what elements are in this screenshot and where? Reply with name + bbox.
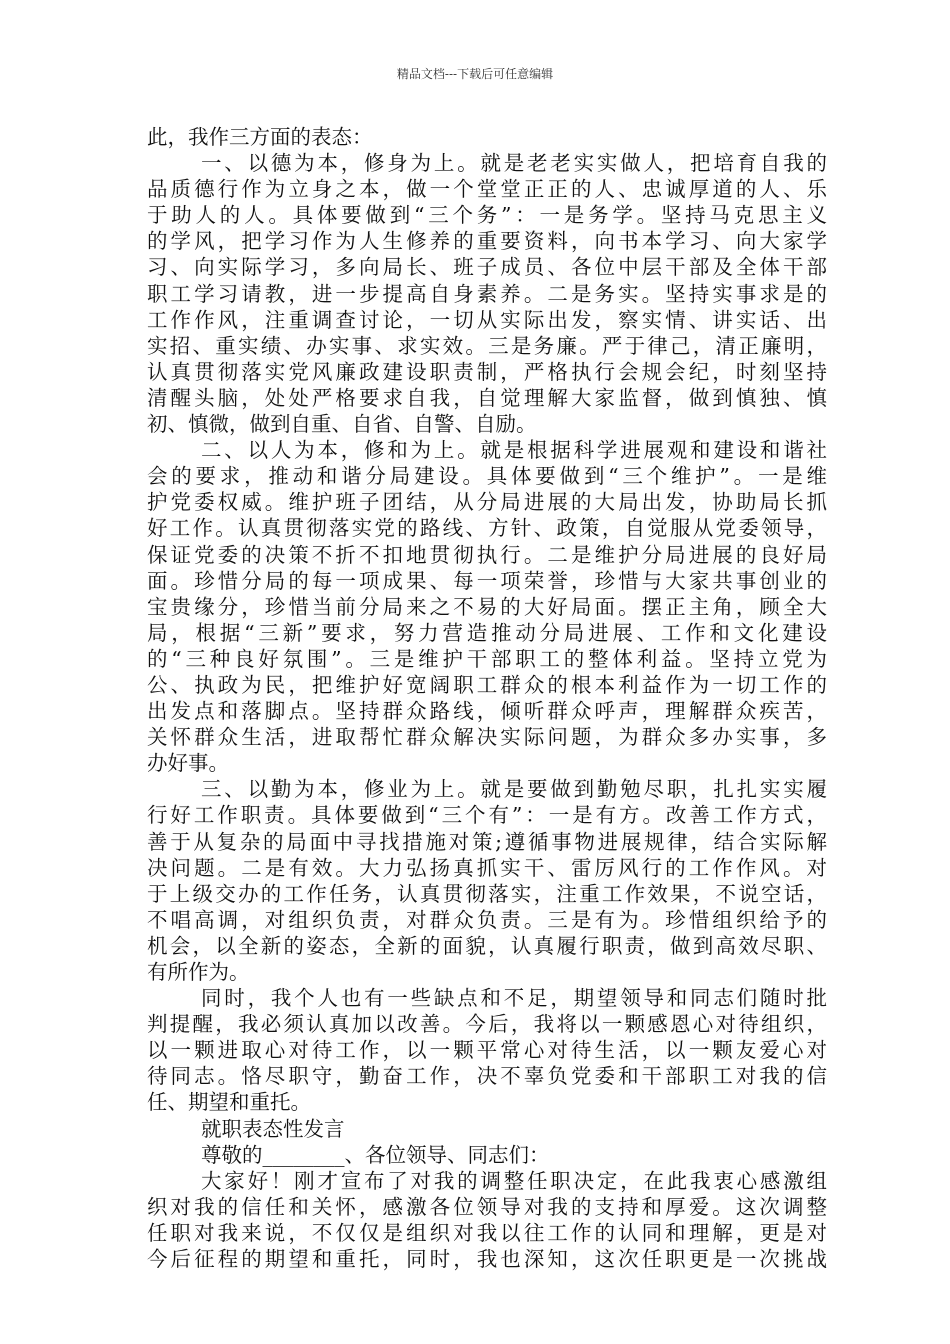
text-line: 有所作为。	[147, 960, 250, 984]
text-line: 一、以德为本，修身为上。就是老老实实做人，把培育自我的	[201, 151, 827, 176]
text-line: 习、向实际学习，多向局长、班子成员、各位中层干部及全体干部	[147, 255, 827, 280]
text-line: 好工作。认真贯彻落实党的路线、方针、政策，自觉服从党委领导，	[147, 516, 827, 541]
text-line: 护党委权威。维护班子团结，从分局进展的大局出发，协助局长抓	[147, 490, 827, 515]
text-line: 大家好！刚才宣布了对我的调整任职决定，在此我衷心感激组	[201, 1168, 827, 1193]
text-line: 织对我的信任和关怀，感激各位领导对我的支持和厚爱。这次调整	[147, 1194, 827, 1219]
text-line: 待同志。恪尽职守，勤奋工作，决不辜负党委和干部职工对我的信	[147, 1064, 827, 1089]
text-line: 办好事。	[147, 751, 229, 776]
text-line: 的“三种良好氛围”。三是维护干部职工的整体利益。坚持立党为	[147, 646, 827, 671]
text-line: 以一颗进取心对待工作，以一颗平常心对待生活，以一颗友爱心对	[147, 1038, 827, 1063]
text-line: 二、以人为本，修和为上。就是根据科学进展观和建设和谐社	[201, 438, 827, 463]
text-line: 品质德行作为立身之本，做一个堂堂正正的人、忠诚厚道的人、乐	[147, 177, 827, 202]
text-line: 于上级交办的工作任务，认真贯彻落实，注重工作效果，不说空话，	[147, 881, 827, 906]
text-line: 机会，以全新的姿态，全新的面貌，认真履行职责，做到高效尽职、	[147, 933, 827, 958]
text-line: 会的要求，推动和谐分局建设。具体要做到“三个维护”。一是维	[147, 464, 827, 489]
text-line: 职工学习请教，进一步提高自身素养。二是务实。坚持实事求是的	[147, 281, 827, 306]
text-line: 保证党委的决策不折不扣地贯彻执行。二是维护分局进展的良好局	[147, 542, 827, 567]
text-line: 于助人的人。具体要做到“三个务”：一是务学。坚持马克思主义	[147, 203, 827, 228]
text-line: 今后征程的期望和重托，同时，我也深知，这次任职更是一次挑战	[147, 1247, 827, 1272]
text-line: 善于从复杂的局面中寻找措施对策;遵循事物进展规律，结合实际解	[147, 829, 827, 854]
text-line: 面。珍惜分局的每一项成果、每一项荣誉，珍惜与大家共事创业的	[147, 568, 827, 593]
page-header: 精品文档---下载后可任意编辑	[396, 67, 554, 81]
text-line: 不唱高调，对组织负责，对群众负责。三是有为。珍惜组织给予的	[147, 907, 827, 932]
text-line: 局，根据“三新”要求，努力营造推动分局进展、工作和文化建设	[147, 620, 827, 645]
text-line: 关怀群众生活，进取帮忙群众解决实际问题，为群众多办实事，多	[147, 725, 827, 750]
text-line: 公、执政为民，把维护好宽阔职工群众的根本利益作为一切工作的	[147, 672, 827, 697]
text-line: 的学风，把学习作为人生修养的重要资料，向书本学习、向大家学	[147, 229, 827, 254]
text-line: 工作作风，注重调查讨论，一切从实际出发，察实情、讲实话、出	[147, 307, 827, 332]
text-line: 初、慎微，做到自重、自省、自警、自励。	[147, 412, 537, 437]
document-body	[147, 124, 827, 1272]
text-line: 清醒头脑，处处严格要求自我，自觉理解大家监督，做到慎独、慎	[147, 385, 827, 410]
text-line: 行好工作职责。具体要做到“三个有”：一是有方。改善工作方式，	[147, 803, 827, 828]
text-line: 宝贵缘分，珍惜当前分局来之不易的大好局面。摆正主角，顾全大	[147, 594, 827, 619]
text-line: 同时，我个人也有一些缺点和不足，期望领导和同志们随时批	[201, 986, 827, 1011]
text-line: 出发点和落脚点。坚持群众路线，倾听群众呼声，理解群众疾苦，	[147, 699, 827, 724]
text-line: 认真贯彻落实党风廉政建设职责制，严格执行会规会纪，时刻坚持	[147, 359, 827, 384]
salutation: 尊敬的________、各位领导、同志们：	[201, 1142, 550, 1167]
text-line: 任职对我来说，不仅仅是组织对我以往工作的认同和理解，更是对	[147, 1220, 827, 1245]
text-line: 判提醒，我必须认真加以改善。今后，我将以一颗感恩心对待组织，	[147, 1012, 827, 1037]
text-line: 决问题。二是有效。大力弘扬真抓实干、雷厉风行的工作作风。对	[147, 855, 827, 880]
text-line: 实招、重实绩、办实事、求实效。三是务廉。严于律己，清正廉明，	[147, 333, 827, 358]
section-title: 就职表态性发言	[201, 1116, 345, 1141]
text-line: 三、以勤为本，修业为上。就是要做到勤勉尽职，扎扎实实履	[201, 777, 827, 802]
text-line: 任、期望和重托。	[147, 1090, 311, 1115]
text-line: 此，我作三方面的表态：	[147, 125, 373, 149]
